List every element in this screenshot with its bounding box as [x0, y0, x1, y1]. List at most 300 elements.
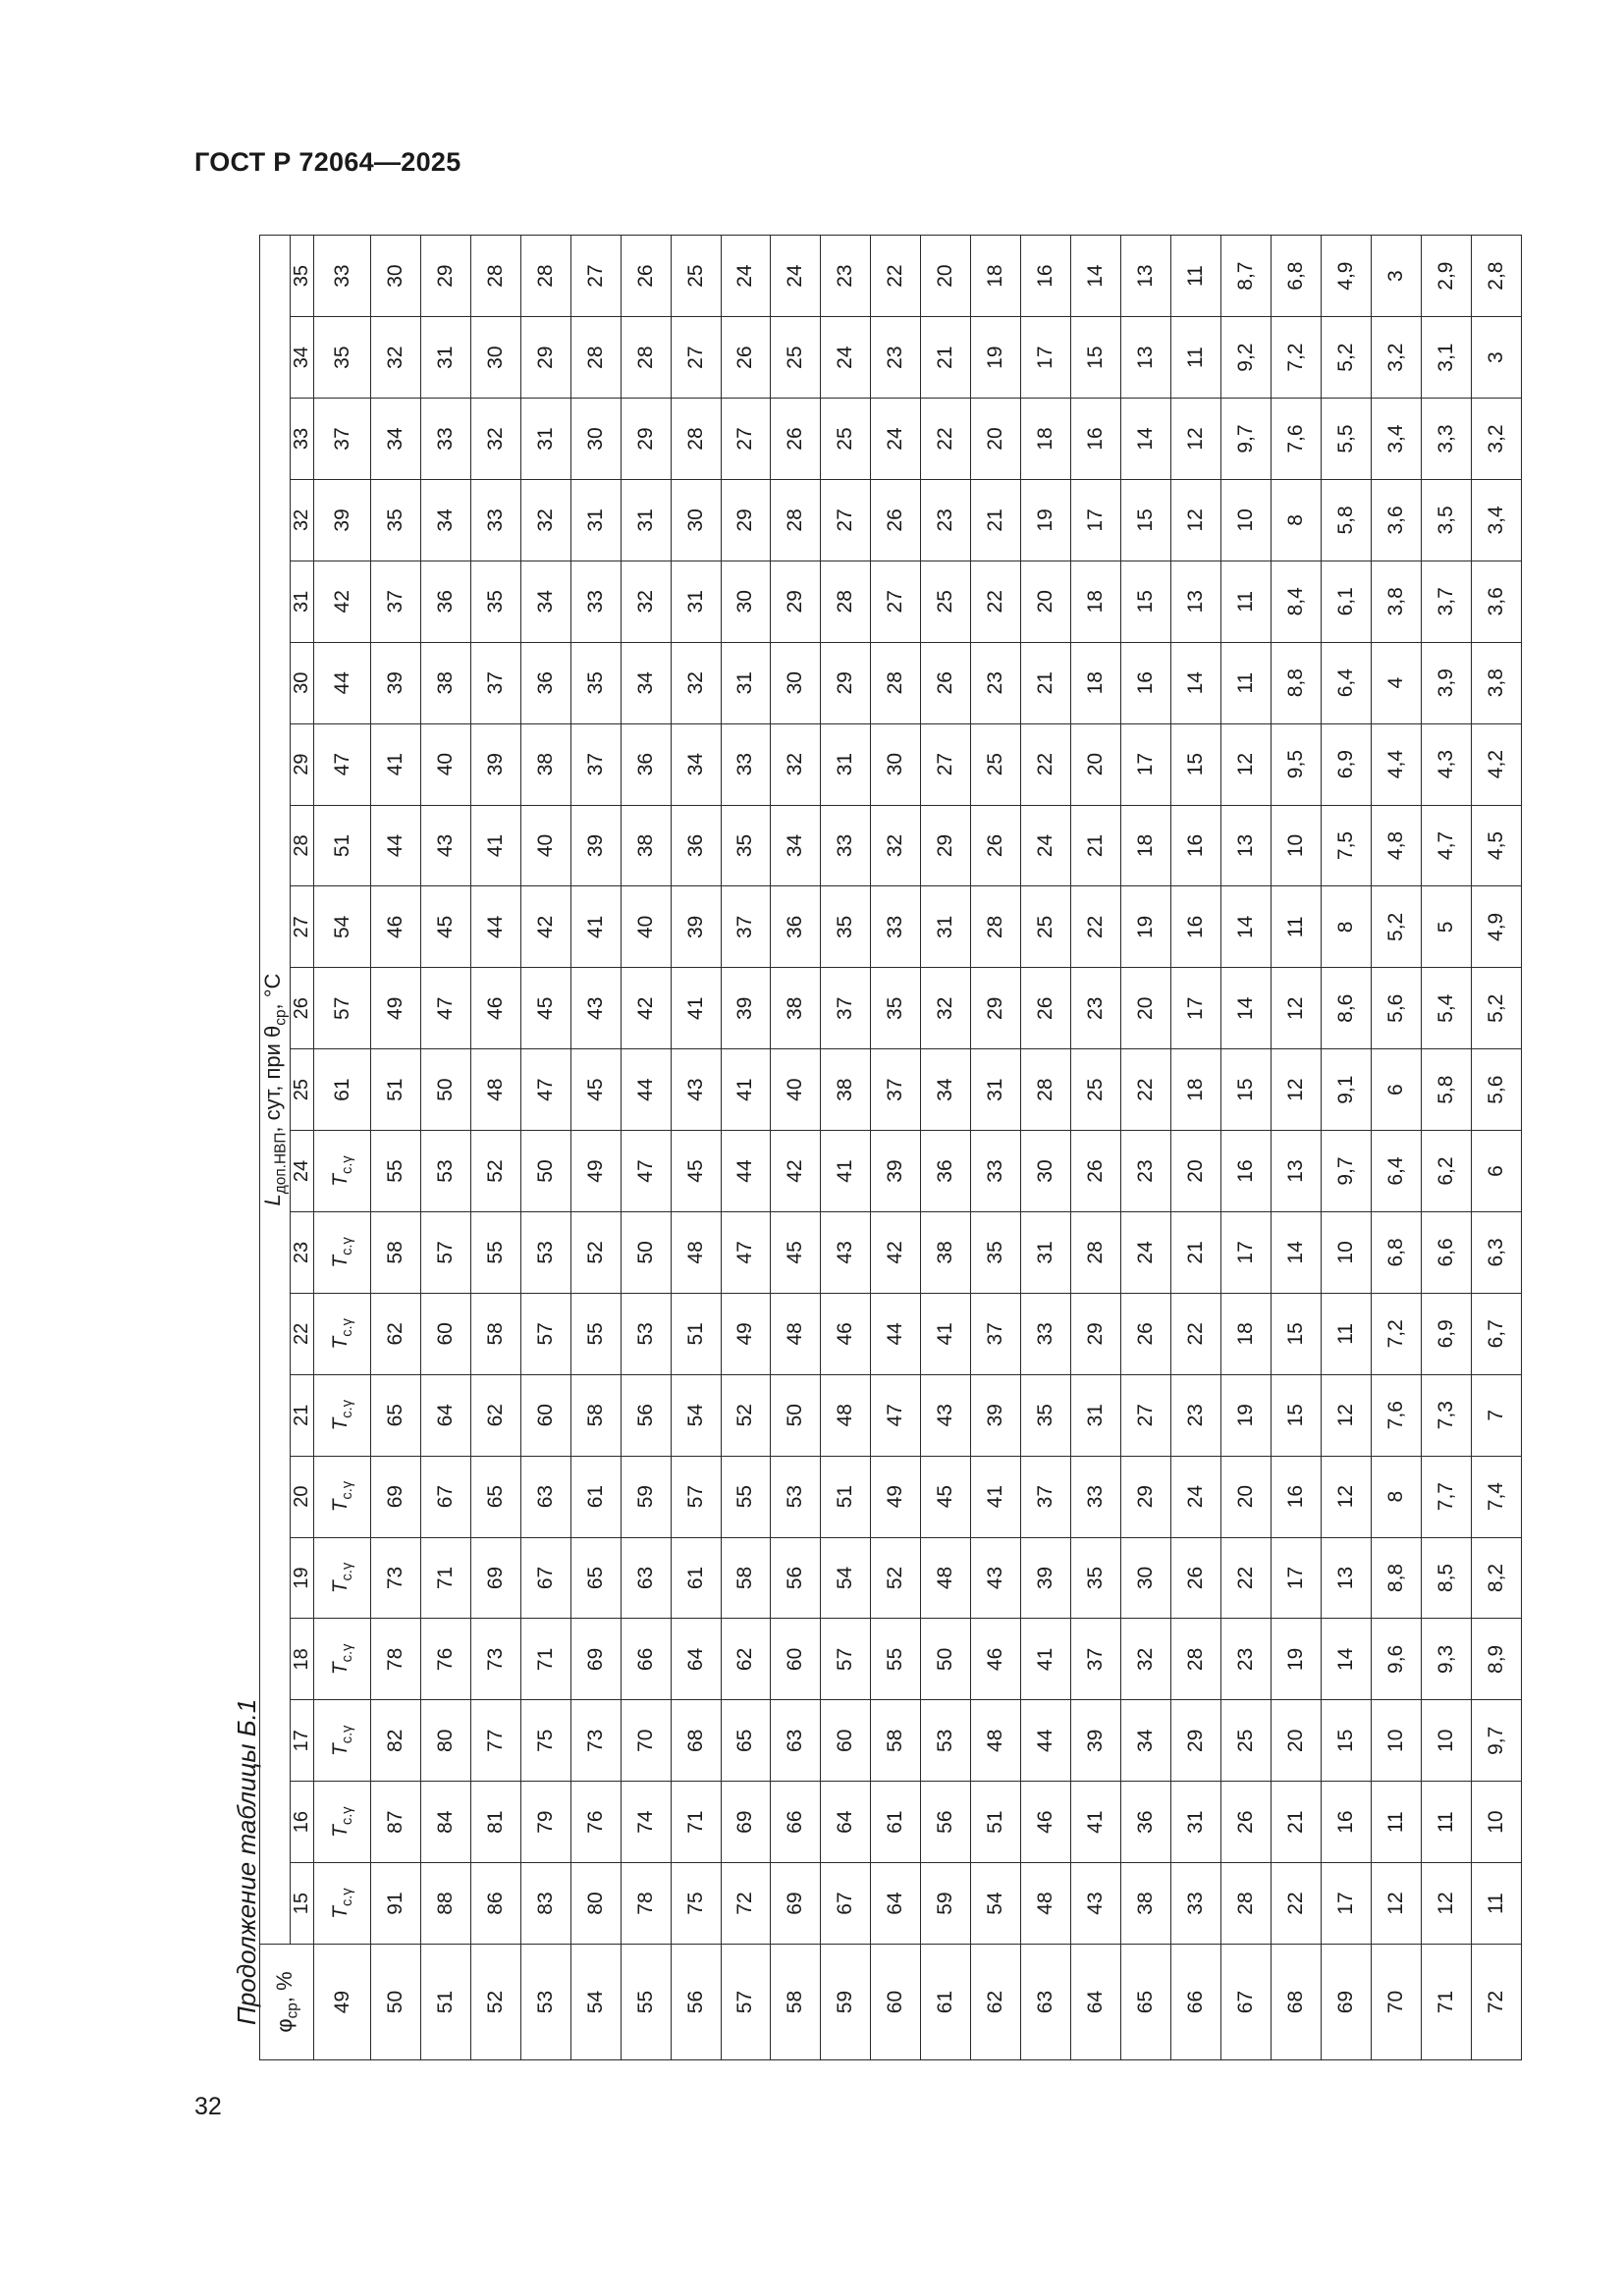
humidity-cell: 66 [1171, 1945, 1221, 2060]
value-cell: 43 [821, 1211, 871, 1293]
value-cell: 26 [1221, 1782, 1272, 1863]
value-cell: 34 [771, 805, 821, 886]
value-cell: 26 [921, 642, 971, 723]
value-cell: 15 [1121, 479, 1171, 561]
value-cell: 15 [1272, 1374, 1322, 1456]
value-cell: 55 [721, 1456, 771, 1537]
value-cell: 53 [520, 1211, 570, 1293]
value-cell: 41 [921, 1293, 971, 1374]
value-cell: 7 [1471, 1374, 1521, 1456]
value-cell: 69 [470, 1537, 520, 1619]
table-row [721, 236, 771, 2060]
value-cell: 26 [871, 479, 921, 561]
value-cell: 37 [1071, 1619, 1121, 1700]
value-cell: 16 [1121, 642, 1171, 723]
value-cell: 76 [570, 1782, 621, 1863]
value-cell: 13 [1321, 1537, 1371, 1619]
value-cell: 10 [1272, 805, 1322, 886]
value-cell: 13 [1272, 1131, 1322, 1212]
value-cell: 35 [821, 886, 871, 968]
value-cell: 25 [971, 723, 1021, 805]
value-cell: 83 [520, 1863, 570, 1945]
value-cell: 26 [1121, 1293, 1171, 1374]
value-cell: 60 [771, 1619, 821, 1700]
value-cell: 35 [1071, 1537, 1121, 1619]
value-cell: 71 [420, 1537, 470, 1619]
value-cell: 8,4 [1272, 561, 1322, 642]
value-cell: 8,2 [1471, 1537, 1521, 1619]
value-cell: 6,6 [1421, 1211, 1471, 1293]
value-cell: 19 [1272, 1619, 1322, 1700]
temperature-header: 26 [291, 968, 314, 1049]
value-cell: 76 [420, 1619, 470, 1700]
value-cell: 8,9 [1471, 1619, 1521, 1700]
value-cell: 7,6 [1371, 1374, 1421, 1456]
value-cell: 12 [1272, 968, 1322, 1049]
temperature-header: 15 [291, 1863, 314, 1945]
value-cell: 33 [1021, 1293, 1071, 1374]
value-cell: 80 [420, 1700, 470, 1782]
page-number: 32 [194, 2093, 222, 2120]
value-cell: 59 [921, 1863, 971, 1945]
value-cell: 41 [1071, 1782, 1121, 1863]
value-cell: 25 [1221, 1700, 1272, 1782]
value-cell: 30 [370, 236, 420, 317]
value-cell: 22 [1171, 1293, 1221, 1374]
value-cell: 53 [771, 1456, 821, 1537]
humidity-cell: 49 [314, 1945, 370, 2060]
temperature-header: 33 [291, 399, 314, 480]
value-cell: 52 [470, 1131, 520, 1212]
value-cell: 10 [1371, 1700, 1421, 1782]
value-cell: 31 [721, 642, 771, 723]
value-cell: 48 [921, 1537, 971, 1619]
value-cell: 24 [1021, 805, 1071, 886]
value-cell: 29 [1071, 1293, 1121, 1374]
value-cell: 50 [520, 1131, 570, 1212]
value-cell: 18 [971, 236, 1021, 317]
value-cell: 43 [570, 968, 621, 1049]
value-cell: 20 [1071, 723, 1121, 805]
value-cell: 66 [771, 1782, 821, 1863]
value-cell: 12 [1272, 1049, 1322, 1131]
humidity-cell: 54 [570, 1945, 621, 2060]
table-row [420, 236, 470, 2060]
value-cell: 38 [621, 805, 671, 886]
table-row [771, 236, 821, 2060]
value-cell: 12 [1371, 1863, 1421, 1945]
value-cell: 67 [420, 1456, 470, 1537]
value-cell: 43 [1071, 1863, 1121, 1945]
value-cell: 12 [1321, 1374, 1371, 1456]
value-cell: 4,3 [1421, 723, 1471, 805]
value-cell: 38 [420, 642, 470, 723]
value-cell: 12 [1171, 399, 1221, 480]
value-cell: 21 [1021, 642, 1071, 723]
value-cell: 65 [370, 1374, 420, 1456]
value-cell: 37 [871, 1049, 921, 1131]
humidity-cell: 60 [871, 1945, 921, 2060]
value-cell: 55 [370, 1131, 420, 1212]
value-cell: 36 [771, 886, 821, 968]
value-cell: 6 [1371, 1049, 1421, 1131]
value-cell: 4,4 [1371, 723, 1421, 805]
value-cell: 58 [370, 1211, 420, 1293]
humidity-cell: 61 [921, 1945, 971, 2060]
value-cell: 10 [1471, 1782, 1521, 1863]
value-cell: 33 [570, 561, 621, 642]
value-cell: 18 [1171, 1049, 1221, 1131]
value-cell: 15 [1071, 317, 1121, 399]
value-cell: 35 [314, 317, 370, 399]
value-cell: 28 [671, 399, 721, 480]
value-cell: $T_{с.\gamma}$ [314, 1537, 370, 1619]
value-cell: 62 [721, 1619, 771, 1700]
value-cell: 33 [1071, 1456, 1121, 1537]
value-cell: 16 [1321, 1782, 1371, 1863]
value-cell: 15 [1121, 561, 1171, 642]
value-cell: 6,8 [1371, 1211, 1421, 1293]
value-cell: 23 [971, 642, 1021, 723]
value-cell: 3,7 [1421, 561, 1471, 642]
value-cell: 32 [621, 561, 671, 642]
value-cell: 3,9 [1421, 642, 1471, 723]
value-cell: 28 [821, 561, 871, 642]
value-cell: 34 [621, 642, 671, 723]
value-cell: 15 [1321, 1700, 1371, 1782]
value-cell: 15 [1171, 723, 1221, 805]
value-cell: 37 [570, 723, 621, 805]
value-cell: 43 [971, 1537, 1021, 1619]
table-row [821, 236, 871, 2060]
value-cell: 41 [721, 1049, 771, 1131]
value-cell: 52 [871, 1537, 921, 1619]
temperature-header: 20 [291, 1456, 314, 1537]
table-row [314, 236, 370, 2060]
value-cell: 47 [721, 1211, 771, 1293]
table-row [621, 236, 671, 2060]
value-cell: 5,6 [1471, 1049, 1521, 1131]
table-row [1321, 236, 1371, 2060]
value-cell: 38 [921, 1211, 971, 1293]
value-cell: 4,7 [1421, 805, 1471, 886]
value-cell: 6,4 [1321, 642, 1371, 723]
value-cell: 22 [971, 561, 1021, 642]
value-cell: 37 [1021, 1456, 1071, 1537]
value-cell: 3 [1371, 236, 1421, 317]
value-cell: 23 [1121, 1131, 1171, 1212]
value-cell: 28 [1221, 1863, 1272, 1945]
value-cell: 9,1 [1321, 1049, 1371, 1131]
value-cell: 24 [1171, 1456, 1221, 1537]
value-cell: 6 [1471, 1131, 1521, 1212]
temperature-header: 22 [291, 1293, 314, 1374]
value-cell: 19 [1021, 479, 1071, 561]
value-cell: 32 [470, 399, 520, 480]
value-cell: 33 [420, 399, 470, 480]
value-cell: 6,1 [1321, 561, 1371, 642]
value-cell: 14 [1171, 642, 1221, 723]
value-cell: 5,4 [1421, 968, 1471, 1049]
value-cell: 24 [721, 236, 771, 317]
value-cell: 23 [1221, 1619, 1272, 1700]
value-cell: 11 [1221, 561, 1272, 642]
value-cell: $T_{с.\gamma}$ [314, 1863, 370, 1945]
value-cell: 9,7 [1471, 1700, 1521, 1782]
value-cell: 36 [420, 561, 470, 642]
value-cell: 36 [671, 805, 721, 886]
value-cell: 3,8 [1471, 642, 1521, 723]
value-cell: 11 [1371, 1782, 1421, 1863]
table-row [1071, 236, 1121, 2060]
value-cell: 62 [470, 1374, 520, 1456]
humidity-cell: 64 [1071, 1945, 1121, 2060]
value-cell: 30 [771, 642, 821, 723]
value-cell: 27 [570, 236, 621, 317]
value-cell: 5,2 [1321, 317, 1371, 399]
value-cell: 13 [1121, 317, 1171, 399]
table-row [1272, 236, 1322, 2060]
value-cell: 65 [721, 1700, 771, 1782]
value-cell: 37 [821, 968, 871, 1049]
value-cell: 69 [721, 1782, 771, 1863]
value-cell: 25 [921, 561, 971, 642]
value-cell: 18 [1221, 1293, 1272, 1374]
value-cell: 25 [1071, 1049, 1121, 1131]
value-cell: 52 [570, 1211, 621, 1293]
value-cell: 46 [370, 886, 420, 968]
temperature-header: 35 [291, 236, 314, 317]
value-cell: 8 [1272, 479, 1322, 561]
value-cell: 2,8 [1471, 236, 1521, 317]
table-row [971, 236, 1021, 2060]
value-cell: 39 [1071, 1700, 1121, 1782]
value-cell: 42 [314, 561, 370, 642]
value-cell: 32 [771, 723, 821, 805]
value-cell: 34 [420, 479, 470, 561]
value-cell: 66 [621, 1619, 671, 1700]
value-cell: 21 [971, 479, 1021, 561]
value-cell: 3,3 [1421, 399, 1471, 480]
value-cell: 31 [821, 723, 871, 805]
temperature-header: 29 [291, 723, 314, 805]
value-cell: 58 [470, 1293, 520, 1374]
value-cell: 8,8 [1371, 1537, 1421, 1619]
value-cell: 28 [871, 642, 921, 723]
value-cell: 58 [570, 1374, 621, 1456]
value-cell: 36 [1121, 1782, 1171, 1863]
value-cell: 70 [621, 1700, 671, 1782]
value-cell: 91 [370, 1863, 420, 1945]
temperature-header: 16 [291, 1782, 314, 1863]
value-cell: 67 [821, 1863, 871, 1945]
value-cell: 55 [470, 1211, 520, 1293]
humidity-cell: 58 [771, 1945, 821, 2060]
table-row [1421, 236, 1471, 2060]
value-cell: 15 [1221, 1049, 1272, 1131]
value-cell: 24 [821, 317, 871, 399]
value-cell: 42 [871, 1211, 921, 1293]
table-row [570, 236, 621, 2060]
value-cell: 17 [1121, 723, 1171, 805]
value-cell: 56 [771, 1537, 821, 1619]
humidity-cell: 71 [1421, 1945, 1471, 2060]
value-cell: 6,8 [1272, 236, 1322, 317]
value-cell: 17 [1272, 1537, 1322, 1619]
value-cell: 23 [871, 317, 921, 399]
value-cell: 41 [1021, 1619, 1071, 1700]
value-cell: 27 [821, 479, 871, 561]
value-cell: 25 [671, 236, 721, 317]
temperature-header: 23 [291, 1211, 314, 1293]
humidity-cell: 55 [621, 1945, 671, 2060]
value-cell: 61 [671, 1537, 721, 1619]
value-cell: 28 [1171, 1619, 1221, 1700]
value-cell: 30 [1021, 1131, 1071, 1212]
value-cell: 64 [420, 1374, 470, 1456]
value-cell: 45 [921, 1456, 971, 1537]
value-cell: 9,7 [1321, 1131, 1371, 1212]
value-cell: 75 [671, 1863, 721, 1945]
value-cell: 8,8 [1272, 642, 1322, 723]
humidity-cell: 50 [370, 1945, 420, 2060]
table-body [314, 236, 1522, 2060]
value-cell: 27 [671, 317, 721, 399]
value-cell: 39 [370, 642, 420, 723]
value-cell: 14 [1121, 399, 1171, 480]
humidity-cell: 57 [721, 1945, 771, 2060]
value-cell: 8,7 [1221, 236, 1272, 317]
value-cell: 69 [570, 1619, 621, 1700]
value-cell: 26 [721, 317, 771, 399]
value-cell: 67 [520, 1537, 570, 1619]
value-cell: 42 [771, 1131, 821, 1212]
value-cell: 78 [621, 1863, 671, 1945]
value-cell: 11 [1221, 642, 1272, 723]
value-cell: 29 [1121, 1456, 1171, 1537]
value-cell: 51 [971, 1782, 1021, 1863]
value-cell: 56 [921, 1782, 971, 1863]
value-cell: 20 [1021, 561, 1071, 642]
value-cell: 60 [520, 1374, 570, 1456]
value-cell: 39 [314, 479, 370, 561]
value-cell: 20 [921, 236, 971, 317]
value-cell: 35 [971, 1211, 1021, 1293]
value-cell: 44 [370, 805, 420, 886]
value-cell: 22 [1021, 723, 1071, 805]
value-cell: 32 [871, 805, 921, 886]
value-cell: 40 [771, 1049, 821, 1131]
value-cell: 77 [470, 1700, 520, 1782]
value-cell: 32 [1121, 1619, 1171, 1700]
temperature-header: 24 [291, 1131, 314, 1212]
humidity-cell: 68 [1272, 1945, 1322, 2060]
value-cell: 21 [1071, 805, 1121, 886]
value-cell: 63 [771, 1700, 821, 1782]
value-cell: 7,5 [1321, 805, 1371, 886]
value-cell: 34 [520, 561, 570, 642]
value-cell: 73 [370, 1537, 420, 1619]
value-cell: $T_{с.\gamma}$ [314, 1293, 370, 1374]
humidity-cell: 52 [470, 1945, 520, 2060]
value-cell: 57 [671, 1456, 721, 1537]
value-cell: 5,2 [1471, 968, 1521, 1049]
temperature-header: 21 [291, 1374, 314, 1456]
value-cell: 41 [570, 886, 621, 968]
value-cell: 23 [1171, 1374, 1221, 1456]
value-cell: 71 [671, 1782, 721, 1863]
value-cell: 3,2 [1471, 399, 1521, 480]
value-cell: 12 [1321, 1456, 1371, 1537]
table-row [370, 236, 420, 2060]
value-cell: 9,7 [1221, 399, 1272, 480]
table-row [470, 236, 520, 2060]
value-cell: 22 [921, 399, 971, 480]
value-cell: 63 [520, 1456, 570, 1537]
value-cell: 9,6 [1371, 1619, 1421, 1700]
value-cell: 57 [821, 1619, 871, 1700]
value-cell: 6,4 [1371, 1131, 1421, 1212]
value-cell: 16 [1272, 1456, 1322, 1537]
value-cell: $T_{с.\gamma}$ [314, 1619, 370, 1700]
value-cell: 24 [771, 236, 821, 317]
value-cell: 19 [1221, 1374, 1272, 1456]
value-cell: 36 [621, 723, 671, 805]
value-cell: 23 [821, 236, 871, 317]
value-cell: 16 [1071, 399, 1121, 480]
value-cell: 6,3 [1471, 1211, 1521, 1293]
temperature-header: 28 [291, 805, 314, 886]
value-cell: $T_{с.\gamma}$ [314, 1456, 370, 1537]
value-cell: 5,8 [1421, 1049, 1471, 1131]
value-cell: 35 [570, 642, 621, 723]
value-cell: 50 [771, 1374, 821, 1456]
temperature-header: 25 [291, 1049, 314, 1131]
value-cell: 29 [721, 479, 771, 561]
value-cell: 59 [621, 1456, 671, 1537]
value-cell: 17 [1221, 1211, 1272, 1293]
value-cell: 8 [1321, 886, 1371, 968]
value-cell: 19 [1121, 886, 1171, 968]
value-cell: 61 [871, 1782, 921, 1863]
value-cell: 29 [821, 642, 871, 723]
value-cell: 19 [971, 317, 1021, 399]
value-cell: 29 [771, 561, 821, 642]
value-cell: 13 [1121, 236, 1171, 317]
value-cell: 3,4 [1371, 399, 1421, 480]
value-cell: 42 [520, 886, 570, 968]
table-row [671, 236, 721, 2060]
value-cell: 35 [721, 805, 771, 886]
value-cell: 16 [1171, 805, 1221, 886]
value-cell: 32 [671, 642, 721, 723]
value-cell: $T_{с.\gamma}$ [314, 1211, 370, 1293]
value-cell: 51 [314, 805, 370, 886]
value-cell: 28 [771, 479, 821, 561]
value-cell: 47 [420, 968, 470, 1049]
value-cell: 42 [621, 968, 671, 1049]
value-cell: 6,9 [1321, 723, 1371, 805]
value-cell: 33 [1171, 1863, 1221, 1945]
value-cell: 39 [470, 723, 520, 805]
value-cell: 37 [721, 886, 771, 968]
value-cell: 26 [971, 805, 1021, 886]
value-cell: 46 [971, 1619, 1021, 1700]
header-row-group [260, 236, 291, 2060]
value-cell: 51 [821, 1456, 871, 1537]
value-cell: 24 [871, 399, 921, 480]
table-row [1221, 236, 1272, 2060]
